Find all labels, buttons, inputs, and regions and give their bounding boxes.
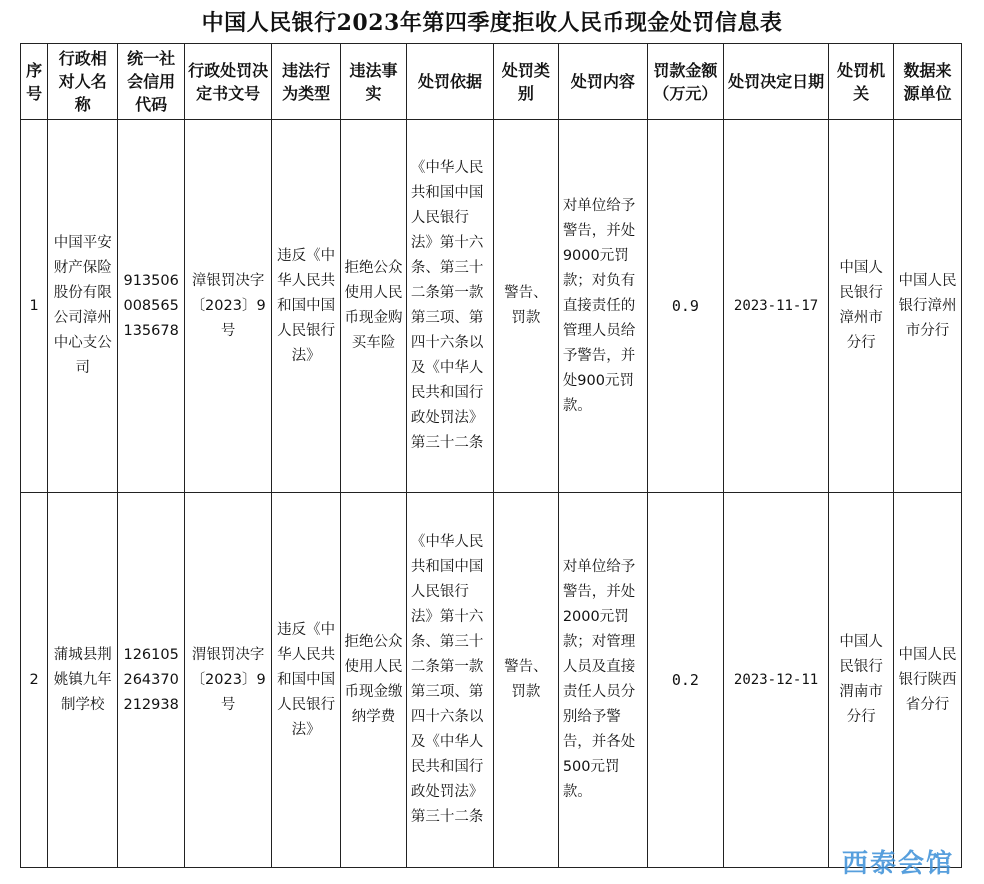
table-row (21, 493, 962, 868)
cell-content: 对单位给予警告，并处2000元罚款；对管理人员及直接责任人员分别给予警告，并各处500元罚款。 (558, 493, 647, 868)
header-decision-no: 行政处罚决定书文号 (185, 44, 272, 120)
header-party: 行政相对人名称 (48, 44, 118, 120)
header-facts: 违法事实 (341, 44, 407, 120)
cell-credit-code: 913506008565135678 (118, 120, 185, 493)
cell-category: 警告、罚款 (494, 120, 559, 493)
table-row (21, 120, 962, 493)
cell-credit-code: 126105264370212938 (118, 493, 185, 868)
header-credit-code: 统一社会信用代码 (118, 44, 185, 120)
header-amount: 罚款金额（万元） (647, 44, 723, 120)
cell-facts: 拒绝公众使用人民币现金缴纳学费 (341, 493, 407, 868)
cell-facts: 拒绝公众使用人民币现金购买车险 (341, 120, 407, 493)
cell-decision-no: 漳银罚决字〔2023〕9号 (185, 120, 272, 493)
header-content: 处罚内容 (558, 44, 647, 120)
cell-source: 中国人民银行陕西省分行 (894, 493, 962, 868)
cell-date: 2023-11-17 (723, 120, 828, 493)
cell-source: 中国人民银行漳州市分行 (894, 120, 962, 493)
cell-violation-type: 违反《中华人民共和国中国人民银行法》 (272, 120, 341, 493)
cell-authority: 中国人民银行漳州市分行 (829, 120, 894, 493)
cell-content: 对单位给予警告，并处9000元罚款；对负有直接责任的管理人员给予警告，并处900元罚款。 (558, 120, 647, 493)
watermark-logo: 西泰会馆 (841, 849, 954, 879)
cell-seq: 2 (21, 493, 48, 868)
header-category: 处罚类别 (494, 44, 559, 120)
cell-party: 中国平安财产保险股份有限公司漳州中心支公司 (48, 120, 118, 493)
cell-decision-no: 渭银罚决字〔2023〕9号 (185, 493, 272, 868)
header-date: 处罚决定日期 (723, 44, 828, 120)
table-title: 中国人民银行2023年第四季度拒收人民币现金处罚信息表 (201, 10, 783, 36)
cell-seq: 1 (21, 120, 48, 493)
header-seq: 序号 (21, 44, 48, 120)
cell-party: 蒲城县荆姚镇九年制学校 (48, 493, 118, 868)
header-row (21, 44, 962, 120)
cell-basis: 《中华人民共和国中国人民银行法》第十六条、第三十二条第一款第三项、第四十六条以及《中华人民共和国行政处罚法》第三十二条 (406, 493, 493, 868)
penalty-table (20, 43, 962, 868)
cell-violation-type: 违反《中华人民共和国中国人民银行法》 (272, 493, 341, 868)
header-source: 数据来源单位 (894, 44, 962, 120)
header-basis: 处罚依据 (406, 44, 493, 120)
cell-amount: 0.9 (647, 120, 723, 493)
header-violation-type: 违法行为类型 (272, 44, 341, 120)
header-authority: 处罚机关 (829, 44, 894, 120)
cell-date: 2023-12-11 (723, 493, 828, 868)
cell-category: 警告、罚款 (494, 493, 559, 868)
cell-amount: 0.2 (647, 493, 723, 868)
cell-authority: 中国人民银行渭南市分行 (829, 493, 894, 868)
cell-basis: 《中华人民共和国中国人民银行法》第十六条、第三十二条第一款第三项、第四十六条以及《中华人民共和国行政处罚法》第三十二条 (406, 120, 493, 493)
